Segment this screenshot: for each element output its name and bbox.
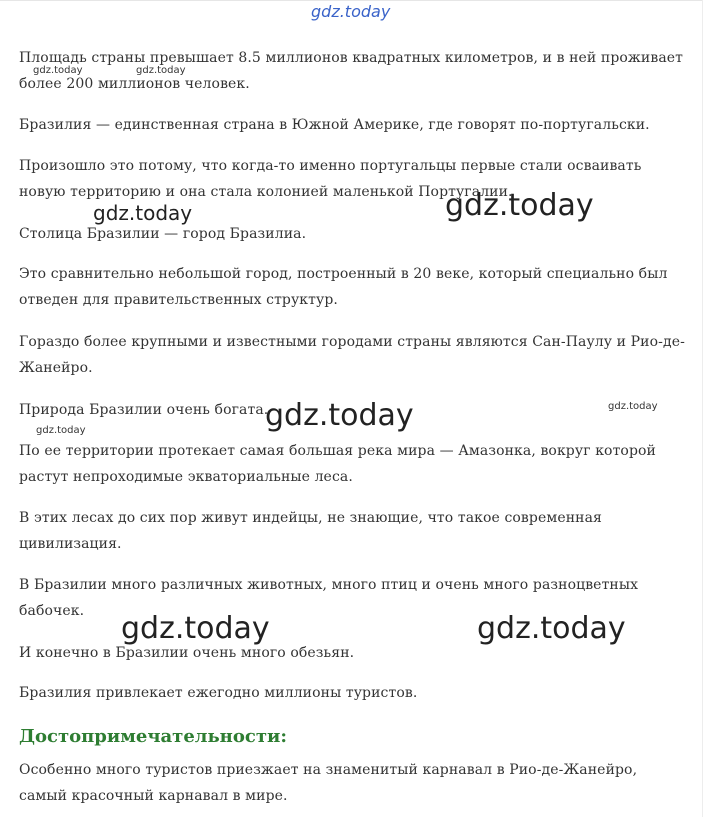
paragraph-cities: Гораздо более крупными и известными городами страны являются Сан-Паулу и Рио-де-Жанейро. xyxy=(19,334,685,376)
paragraph-indians: В этих лесах до сих пор живут индейцы, не знающие, что такое современная цивилизация. xyxy=(19,510,602,552)
paragraph-history: Произошло это потому, что когда-то именно португальцы первые стали осваивать новую территорию и она стала колонией маленькой Португалии. xyxy=(19,158,642,200)
watermark-small-3: gdz.today xyxy=(608,401,658,412)
watermark-large-1: gdz.today xyxy=(445,188,594,223)
watermark-top: gdz.today xyxy=(311,2,391,21)
paragraph-area: Площадь страны превышает 8.5 миллионов квадратных километров, и в ней проживает более 200 миллионов человек. xyxy=(19,50,683,92)
watermark-small-4: gdz.today xyxy=(36,425,86,436)
watermark-large-4: gdz.today xyxy=(477,611,626,646)
paragraph-animals: В Бразилии много различных животных, много птиц и очень много разноцветных бабочек. xyxy=(19,577,639,619)
paragraph-monkeys: И конечно в Бразилии очень много обезьян. xyxy=(19,645,355,661)
watermark-large-2: gdz.today xyxy=(265,398,414,433)
paragraph-carnival: Особенно много туристов приезжает на знаменитый карнавал в Рио-де-Жанейро, самый красочный карнавал в мире. xyxy=(19,762,638,804)
top-border xyxy=(0,0,703,1)
paragraph-amazon: По ее территории протекает самая большая река мира — Амазонка, вокруг которой растут непроходимые экваториальные леса. xyxy=(19,443,656,485)
watermark-large-3: gdz.today xyxy=(121,611,270,646)
paragraph-nature: Природа Бразилии очень богата. xyxy=(19,402,269,418)
paragraph-language: Бразилия — единственная страна в Южной Америке, где говорят по-португальски. xyxy=(19,117,650,133)
paragraph-capital-city: Это сравнительно небольшой город, построенный в 20 веке, который специально был отведен для правительственных структур. xyxy=(19,266,668,308)
paragraph-capital: Столица Бразилии — город Бразилиа. xyxy=(19,226,307,242)
watermark-small-2: gdz.today xyxy=(136,65,186,76)
paragraph-tourists: Бразилия привлекает ежегодно миллионы туристов. xyxy=(19,685,418,701)
watermark-small-1: gdz.today xyxy=(33,65,83,76)
watermark-medium-1: gdz.today xyxy=(93,201,193,225)
section-heading: Достопримечательности: xyxy=(19,726,287,747)
